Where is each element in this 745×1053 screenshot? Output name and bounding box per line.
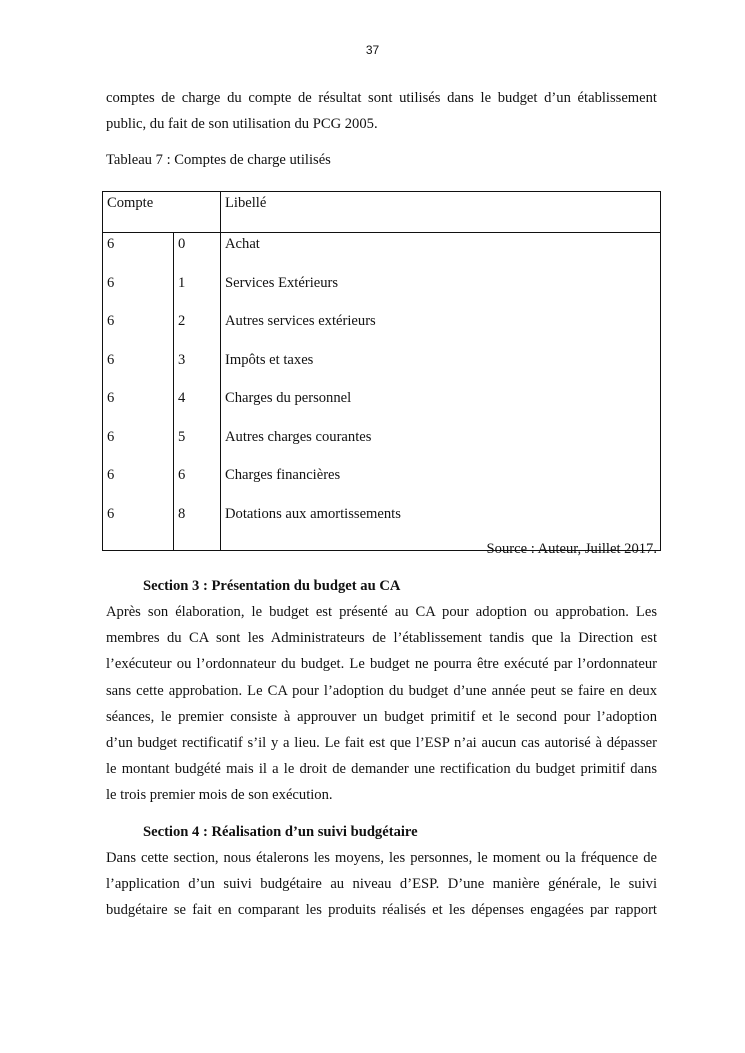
account-digit: 6 [107,274,115,291]
paragraph-line: le trois premier mois de son exécution. [106,787,333,804]
section-3-heading: Section 3 : Présentation du budget au CA [143,578,401,594]
page-number: 37 [365,43,380,57]
paragraph-line: sans cette approbation. Le CA pour l’adoption du budget d’une année peut se faire en deux [106,682,657,699]
account-digit: 6 [107,236,115,252]
table-header-row [103,192,661,233]
account-digit: 0 [178,236,186,252]
paragraph-line: l’application d’un suivi budgétaire au niveau d’ESP. D’une manière générale, le suivi [106,876,657,893]
account-digit: 6 [107,505,115,522]
paragraph-line: d’un budget rectificatif s’il y a lieu. Le fait est que l’ESP n’ai aucun cas autorisé à dépasser [106,735,657,751]
table-body [103,233,661,551]
account-digit: 6 [107,467,115,483]
paragraph-line: l’exécuteur ou l’ordonnateur du budget. Le budget ne pourra être exécuté par l’ordonnateur [106,656,657,673]
account-label: Impôts et taxes [225,351,314,368]
account-digit: 6 [107,390,115,406]
paragraph-line: Dans cette section, nous étalerons les moyens, les personnes, le moment ou la fréquence de [106,850,657,866]
account-digit: 1 [178,274,186,291]
account-digit: 8 [178,505,186,522]
account-label: Achat [225,236,260,252]
account-label: Charges du personnel [225,390,352,406]
account-digit: 6 [178,467,186,483]
account-digit: 5 [178,428,186,445]
account-digit: 6 [107,313,115,329]
account-label: Dotations aux amortissements [225,505,401,522]
account-digit: 6 [107,351,115,368]
account-digit: 3 [178,351,186,368]
account-label: Autres services extérieurs [225,313,376,329]
col-libelle [221,233,661,551]
section-4-heading: Section 4 : Réalisation d’un suivi budgétaire [143,824,418,840]
table-source: Source : Auteur, Juillet 2017. [486,541,657,557]
paragraph-line: Après son élaboration, le budget est présenté au CA pour adoption ou approbation. Les [106,604,657,620]
paragraph-line: séances, le premier consiste à approuver un budget primitif et le second pour l’adoption [106,708,657,725]
paragraph-line: public, du fait de son utilisation du PCG 2005. [106,116,378,132]
col-class [103,233,174,551]
account-digit: 6 [107,428,115,445]
paragraph-line: comptes de charge du compte de résultat sont utilisés dans le budget d’un établissement [106,90,657,106]
paragraph-line: membres du CA sont les Administrateurs de l’établissement tandis que la Direction est [106,630,657,647]
paragraph-line: budgétaire se fait en comparant les produits réalisés et les dépenses engagées par rapport [106,902,657,919]
table-caption: Tableau 7 : Comptes de charge utilisés [106,152,331,168]
paragraph-line: le montant budgété mais il a le droit de demander une rectification du budget primitif dans [106,761,657,778]
header-libelle: Libellé [221,192,661,233]
account-digit: 4 [178,390,186,406]
account-label: Autres charges courantes [225,428,372,445]
account-label: Charges financières [225,467,341,483]
col-sub [174,233,221,551]
charge-accounts-table [102,191,661,551]
account-label: Services Extérieurs [225,274,339,291]
header-compte: Compte [103,192,221,233]
account-digit: 2 [178,313,186,329]
